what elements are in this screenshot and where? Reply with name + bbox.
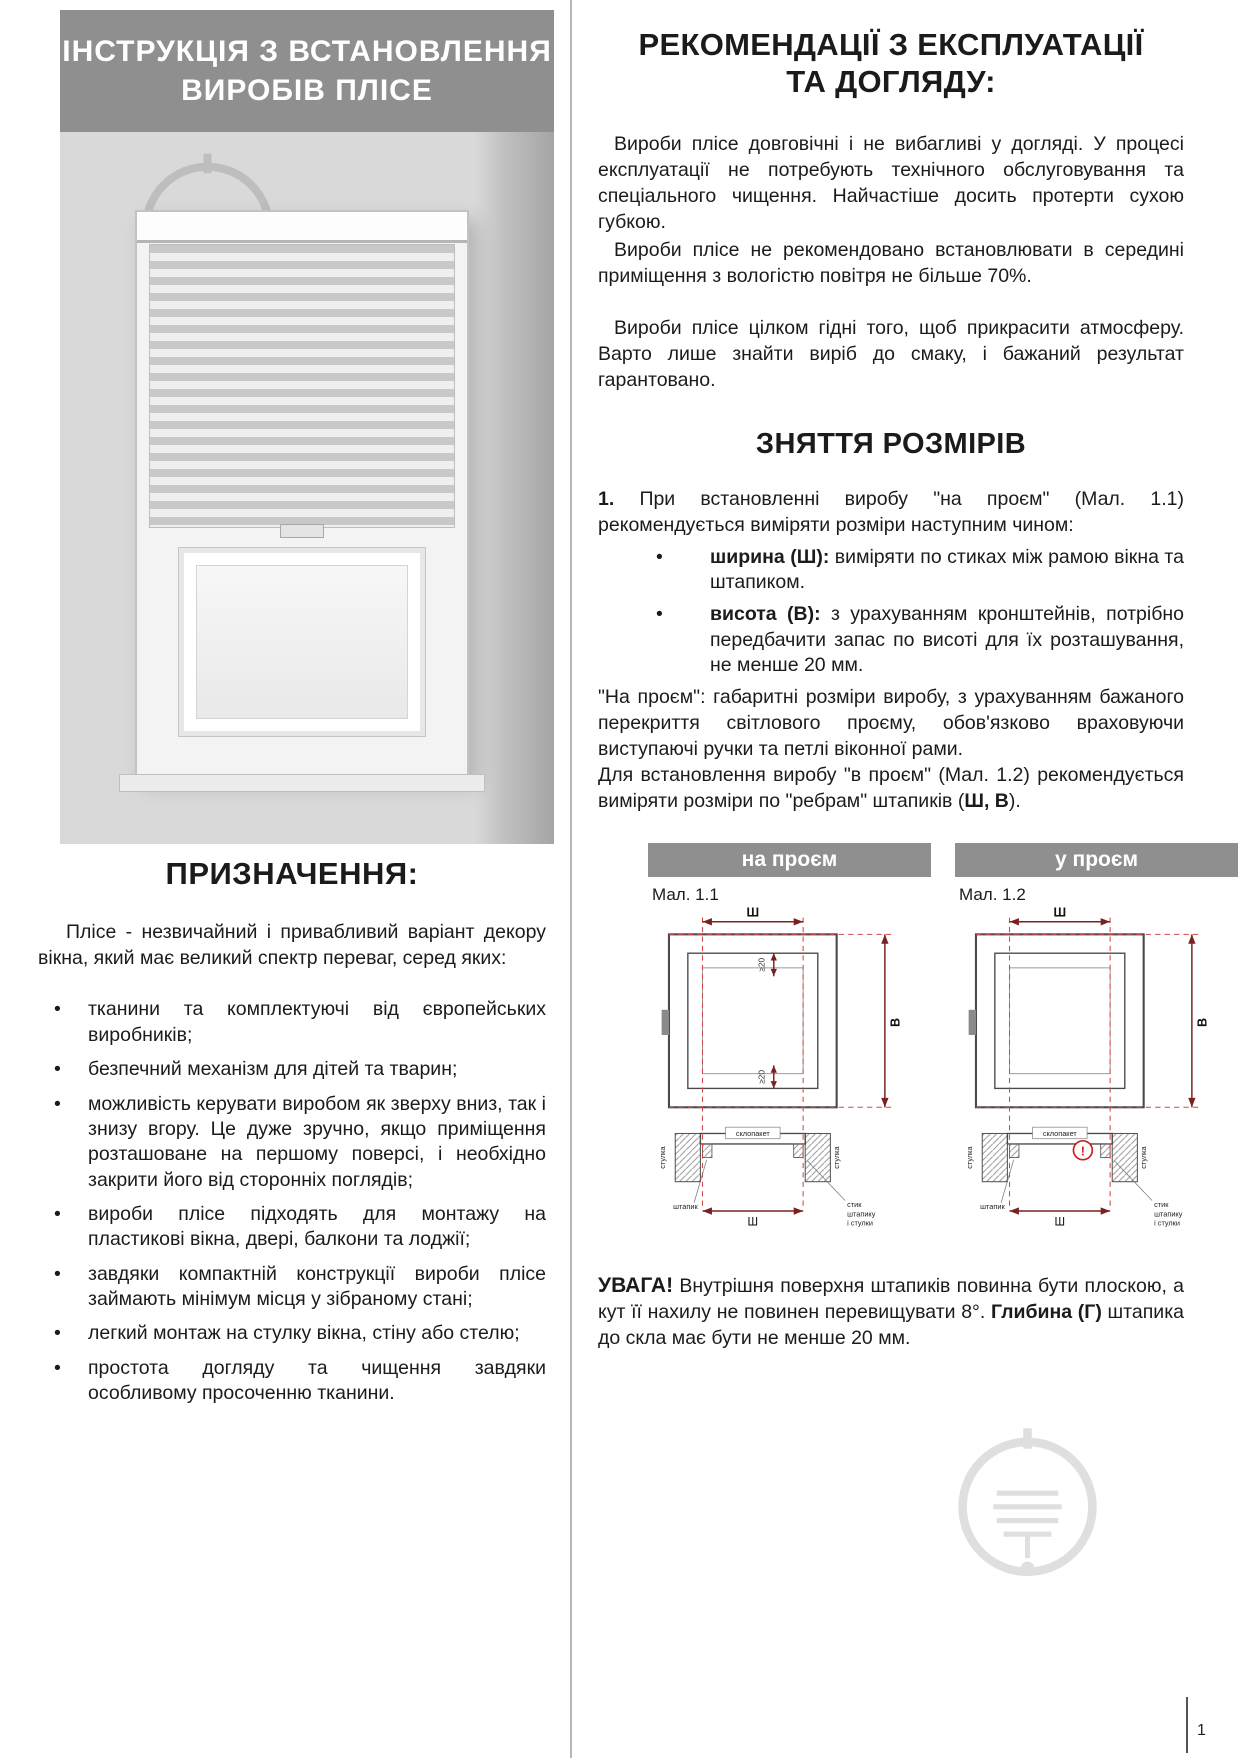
care-paragraph: Вироби плісе не рекомендовано встановлювати в середині приміщення з вологістю повітря не більше 70%. <box>598 239 1184 287</box>
care-title <box>598 26 1184 100</box>
pleated-blind <box>149 244 455 528</box>
attention-paragraph: УВАГА! Внутрішня поверхня штапиків повинна бути плоскою, а кут її нахилу не повинен перевищувати 8°. Глибина (Г) штапика до скла має бути не менше 20 мм. <box>598 1273 1184 1349</box>
window-sill <box>119 774 485 792</box>
diagram-header: на проєм <box>648 843 931 877</box>
min20-bottom-label: ≥20 <box>756 1069 767 1084</box>
page-number-rule <box>1186 1697 1188 1753</box>
purpose-bullet: • вироби плісе підходять для монтажу на пластикові вікна, двері, балкони та лоджії; <box>38 1202 546 1253</box>
purpose-bullet-list <box>38 997 546 1406</box>
attention-label: УВАГА! <box>598 1273 674 1297</box>
care-paragraph: Вироби плісе довговічні і не вибагливі у догляді. У процесі експлуатації не потребують технічного обслуговування та спеціального чищення. Найчастіше досить протерти сухою губкою. <box>598 133 1184 234</box>
blind-headrail <box>137 212 467 243</box>
left-header-line1: ІНСТРУКЦІЯ З ВСТАНОВЛЕННЯ <box>62 35 552 68</box>
purpose-bullet: • можливість керувати виробом як зверху вниз, так і знизу вгору. Це дуже зручно, якщо приміщення розташоване на першому поверсі, і необхідно закрити його від сторонніх поглядів; <box>38 1092 546 1193</box>
width-bottom-label: Ш <box>1054 1216 1066 1229</box>
care-paragraph: Вироби плісе цілком гідні того, щоб прикрасити атмосферу. Варто лише знайти виріб до смаку, і бажаний результат гарантовано. <box>598 316 1184 391</box>
measure-step-number: 1. <box>598 487 615 510</box>
blind-handle <box>280 524 324 538</box>
diagram-u-proem <box>955 843 1238 1232</box>
measure-bullet-list <box>598 545 1184 679</box>
width-bottom-label: Ш <box>747 1216 759 1229</box>
page-number: 1 <box>1197 1722 1206 1739</box>
sash-right-label: стулка <box>1138 1146 1148 1169</box>
purpose-bullet: • тканини та комплектуючі від європейських виробників; <box>38 997 546 1048</box>
figure-label: Мал. 1.2 <box>959 884 1026 904</box>
joint-label: і стулки <box>847 1218 874 1228</box>
diagram-na-proem <box>648 843 931 1232</box>
diagram-header: у проєм <box>955 843 1238 877</box>
purpose-title: ПРИЗНАЧЕННЯ: <box>165 856 419 891</box>
width-dim-label: Ш <box>1053 905 1067 920</box>
bead-label: штапик <box>980 1201 1005 1211</box>
measure-bullet: • ширина (Ш): виміряти по стиках між рамою вікна та штапиком. <box>598 545 1184 596</box>
measure-note-v-proem: Для встановлення виробу "в проєм" (Мал. 1.2) рекомендується виміряти розміри по "ребрам" штапиків (Ш, В). <box>598 764 1184 812</box>
brand-watermark-icon <box>925 1418 1130 1623</box>
figure-1-2-drawing <box>955 905 1238 1232</box>
purpose-bullet: • завдяки компактній конструкції вироби плісе займають мінімум місця у зібраному стані; <box>38 1262 546 1313</box>
sash-right-label: стулка <box>831 1146 841 1169</box>
figure-label: Мал. 1.1 <box>652 884 719 904</box>
window-illustration <box>60 132 554 844</box>
purpose-bullet: • безпечний механізм для дітей та тварин; <box>38 1057 546 1082</box>
sash-left-label: стулка <box>964 1146 974 1169</box>
window-glass <box>196 565 408 719</box>
right-column <box>598 26 1210 1352</box>
purpose-bullet: • простота догляду та чищення завдяки особливому просоченню тканини. <box>38 1356 546 1407</box>
window-frame <box>135 210 469 776</box>
window-handle <box>969 1010 976 1035</box>
purpose-section <box>38 856 546 1415</box>
bead-label: штапик <box>673 1201 698 1211</box>
glazing-label: склопакет <box>1042 1128 1077 1138</box>
measure-note-na-proem: "На проєм": габаритні розміри виробу, з урахуванням бажаного перекриття світлового проєму, обов'язково враховуючи виступаючі ручки та петлі віконної рами. <box>598 686 1184 761</box>
window-sash <box>179 548 425 736</box>
measure-step: 1. При встановленні виробу "на проєм" (Мал. 1.1) рекомендується виміряти розміри наступним чином: <box>598 487 1184 536</box>
width-dim-label: Ш <box>746 905 760 920</box>
glazing-label: склопакет <box>735 1128 770 1138</box>
column-divider <box>570 0 572 1758</box>
purpose-intro: Плісе - незвичайний і привабливий варіант декору вікна, який має великий спектр переваг, серед яких: <box>38 921 546 969</box>
purpose-bullet: • легкий монтаж на стулку вікна, стіну або стелю; <box>38 1321 546 1346</box>
warning-exclamation: ! <box>1080 1144 1085 1159</box>
left-header-banner <box>60 10 554 132</box>
joint-label: стик <box>1154 1199 1169 1209</box>
joint-label: стик <box>847 1199 862 1209</box>
min20-top-label: ≥20 <box>756 957 767 972</box>
care-title-line1: РЕКОМЕНДАЦІЇ З ЕКСПЛУАТАЦІЇ <box>638 27 1144 62</box>
measure-bullet: • висота (В): з урахуванням кронштейнів, потрібно передбачити запас по висоті для їх розташування, не менше 20 мм. <box>598 602 1184 678</box>
left-header-line2: ВИРОБІВ ПЛІСЕ <box>181 74 433 107</box>
care-title-line2: ТА ДОГЛЯДУ: <box>786 64 996 100</box>
joint-label: і стулки <box>1154 1218 1181 1228</box>
measure-title: ЗНЯТТЯ РОЗМІРІВ <box>755 427 1027 460</box>
height-dim-label: В <box>888 1017 903 1027</box>
joint-label: штапику <box>1154 1209 1183 1219</box>
figure-1-1-drawing <box>648 905 931 1232</box>
window-handle <box>662 1010 669 1035</box>
measurement-diagrams <box>648 843 1238 1232</box>
sash-left-label: стулка <box>657 1146 667 1169</box>
height-dim-label: В <box>1195 1017 1210 1027</box>
joint-label: штапику <box>847 1209 876 1219</box>
